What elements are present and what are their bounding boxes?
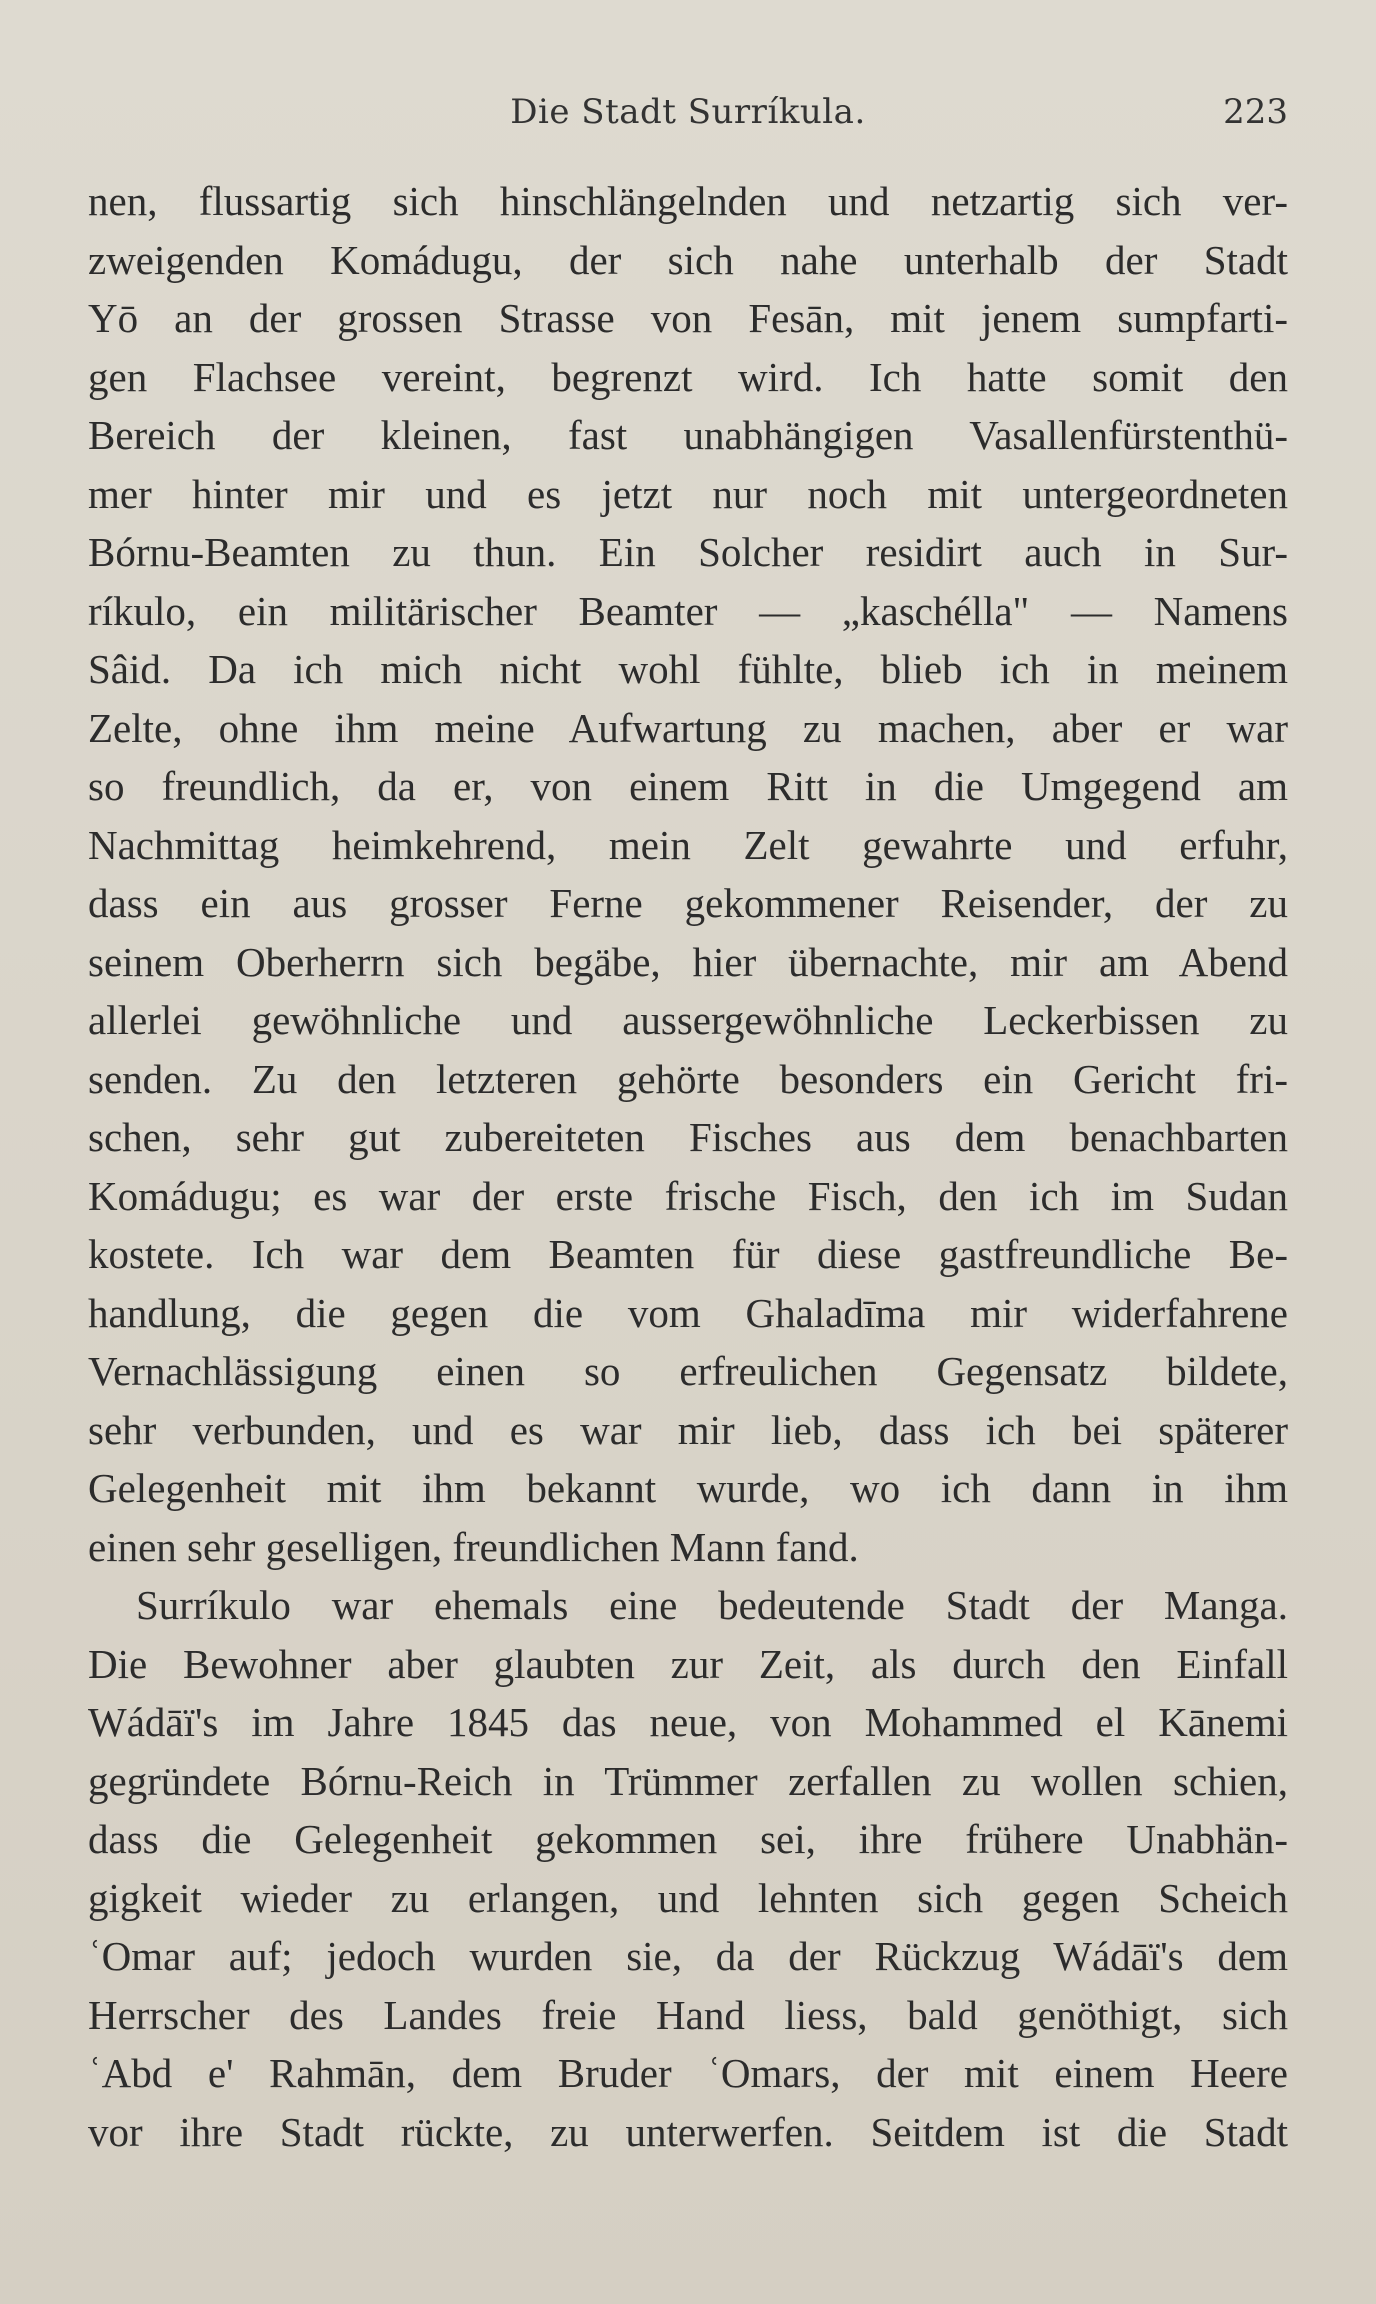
text-line: Vernachlässigung einen so erfreulichen Gegensatz bildete, bbox=[88, 1348, 1288, 1394]
text-line: ʿAbd e' Rahmān, dem Bruder ʿOmars, der mit einem Heere bbox=[88, 2050, 1288, 2096]
text-line: nen, flussartig sich hinschlängelnden und netzartig sich ver- bbox=[88, 178, 1288, 224]
text-line: schen, sehr gut zubereiteten Fisches aus dem benachbarten bbox=[88, 1114, 1288, 1160]
running-title: Die Stadt Surríkula. bbox=[510, 92, 866, 132]
text-line: Herrscher des Landes freie Hand liess, bald genöthigt, sich bbox=[88, 1991, 1288, 2038]
text-line: Sâid. Da ich mich nicht wohl fühlte, blieb ich in meinem bbox=[88, 646, 1288, 692]
text-line: vor ihre Stadt rückte, zu unterwerfen. Seitdem ist die Stadt bbox=[88, 2108, 1288, 2155]
text-line: allerlei gewöhnliche und aussergewöhnliche Leckerbissen zu bbox=[88, 997, 1288, 1043]
text-line: Bereich der kleinen, fast unabhängigen Vasallenfürstenthü- bbox=[88, 412, 1288, 458]
paragraph-start-line: Surríkulo war ehemals eine bedeutende Stadt der Manga. bbox=[136, 1582, 1288, 1628]
page-number: 223 bbox=[1223, 92, 1288, 132]
text-line: senden. Zu den letzteren gehörte besonders ein Gericht fri- bbox=[88, 1055, 1288, 1102]
text-line: Gelegenheit mit ihm bekannt wurde, wo ich dann in ihm bbox=[88, 1465, 1288, 1511]
text-line: Zelte, ohne ihm meine Aufwartung zu machen, aber er war bbox=[88, 704, 1288, 751]
text-line: gen Flachsee vereint, begrenzt wird. Ich hatte somit den bbox=[88, 353, 1288, 400]
text-line: Wádāï's im Jahre 1845 das neue, von Mohammed el Kānemi bbox=[88, 1699, 1288, 1745]
text-line: Komádugu; es war der erste frische Fisch, den ich im Sudan bbox=[88, 1172, 1288, 1219]
text-line: dass die Gelegenheit gekommen sei, ihre frühere Unabhän- bbox=[88, 1816, 1288, 1862]
text-line: Die Bewohner aber glaubten zur Zeit, als durch den Einfall bbox=[88, 1640, 1288, 1687]
text-line: gigkeit wieder zu erlangen, und lehnten sich gegen Scheich bbox=[88, 1874, 1288, 1921]
text-line: handlung, die gegen die vom Ghaladīma mir widerfahrene bbox=[88, 1289, 1288, 1336]
paragraph-end-line: einen sehr geselligen, freundlichen Mann fand. bbox=[88, 1523, 859, 1570]
text-line: sehr verbunden, und es war mir lieb, dass ich bei späterer bbox=[88, 1406, 1288, 1453]
text-line: Nachmittag heimkehrend, mein Zelt gewahrte und erfuhr, bbox=[88, 821, 1288, 868]
text-line: seinem Oberherrn sich begäbe, hier übernachte, mir am Abend bbox=[88, 938, 1288, 985]
text-line: mer hinter mir und es jetzt nur noch mit untergeordneten bbox=[88, 470, 1288, 517]
text-line: zweigenden Komádugu, der sich nahe unterhalb der Stadt bbox=[88, 236, 1288, 283]
text-line: Bórnu-Beamten zu thun. Ein Solcher residirt auch in Sur- bbox=[88, 529, 1288, 575]
text-line: so freundlich, da er, von einem Ritt in die Umgegend am bbox=[88, 763, 1288, 809]
text-line: Yō an der grossen Strasse von Fesān, mit jenem sumpfarti- bbox=[88, 295, 1288, 341]
text-line: ʿOmar auf; jedoch wurden sie, da der Rückzug Wádāï's dem bbox=[88, 1933, 1288, 1979]
text-line: dass ein aus grosser Ferne gekommener Reisender, der zu bbox=[88, 880, 1288, 926]
text-line: kostete. Ich war dem Beamten für diese gastfreundliche Be- bbox=[88, 1231, 1288, 1277]
text-line: gegründete Bórnu-Reich in Trümmer zerfallen zu wollen schien, bbox=[88, 1757, 1288, 1804]
body-text bbox=[88, 172, 1288, 2161]
running-header bbox=[88, 92, 1288, 142]
text-line: ríkulo, ein militärischer Beamter — „kaschélla" — Namens bbox=[88, 587, 1288, 634]
